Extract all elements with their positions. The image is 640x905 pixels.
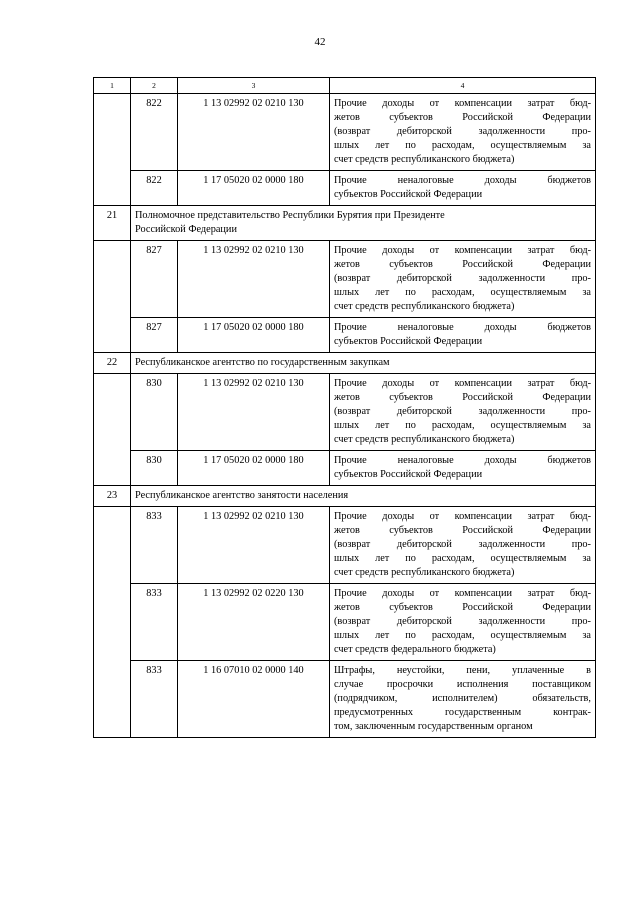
revenue-table <box>93 77 596 738</box>
description-cell <box>330 374 596 451</box>
empty-index-cell <box>94 507 131 738</box>
description-line: (возврат дебиторской задолженности про- <box>334 616 591 627</box>
description-line: счет средств федерального бюджета) <box>334 644 496 655</box>
table-row <box>94 94 596 171</box>
description-cell <box>330 451 596 486</box>
kbk-code-cell: 1 17 05020 02 0000 180 <box>178 171 330 206</box>
description-line: шлых лет по расходам, осуществляемым за <box>334 140 591 151</box>
section-title <box>131 353 596 374</box>
description-cell <box>330 507 596 584</box>
section-header-row <box>94 206 596 241</box>
table-row <box>94 451 596 486</box>
description-line: шлых лет по расходам, осуществляемым за <box>334 553 591 564</box>
description-line: счет средств республиканского бюджета) <box>334 154 515 165</box>
table-row <box>94 661 596 738</box>
empty-index-cell <box>94 241 131 353</box>
description-line: Прочие доходы от компенсации затрат бюд- <box>334 511 591 522</box>
description-line: Прочие доходы от компенсации затрат бюд- <box>334 378 591 389</box>
empty-index-cell <box>94 94 131 206</box>
description-cell <box>330 318 596 353</box>
description-line: жетов субъектов Российской Федерации <box>334 112 591 123</box>
section-header-row <box>94 486 596 507</box>
header-cell-1: 1 <box>94 78 131 94</box>
header-cell-3: 3 <box>178 78 330 94</box>
description-line: шлых лет по расходам, осуществляемым за <box>334 420 591 431</box>
kbk-code-cell: 1 17 05020 02 0000 180 <box>178 451 330 486</box>
admin-code-cell: 833 <box>131 661 178 738</box>
section-title-line: Российской Федерации <box>135 224 237 235</box>
description-line: жетов субъектов Российской Федерации <box>334 602 591 613</box>
description-line: Прочие неналоговые доходы бюджетов <box>334 322 591 333</box>
description-line: жетов субъектов Российской Федерации <box>334 259 591 270</box>
description-line: Прочие доходы от компенсации затрат бюд- <box>334 588 591 599</box>
table-row <box>94 374 596 451</box>
description-cell <box>330 584 596 661</box>
section-index: 22 <box>94 353 131 374</box>
description-line: жетов субъектов Российской Федерации <box>334 392 591 403</box>
description-line: Прочие доходы от компенсации затрат бюд- <box>334 245 591 256</box>
kbk-code-cell: 1 13 02992 02 0210 130 <box>178 507 330 584</box>
table-row <box>94 241 596 318</box>
description-line: субъектов Российской Федерации <box>334 469 483 480</box>
description-line: счет средств республиканского бюджета) <box>334 567 515 578</box>
kbk-code-cell: 1 13 02992 02 0210 130 <box>178 94 330 171</box>
kbk-code-cell: 1 16 07010 02 0000 140 <box>178 661 330 738</box>
admin-code-cell: 827 <box>131 318 178 353</box>
description-line: предусмотренных государственным контрак- <box>334 707 591 718</box>
description-line: том, заключенным государственным органом <box>334 721 533 732</box>
section-title <box>131 486 596 507</box>
header-cell-4: 4 <box>330 78 596 94</box>
section-index: 21 <box>94 206 131 241</box>
description-line: Штрафы, неустойки, пени, уплаченные в <box>334 665 591 676</box>
header-row <box>94 78 596 94</box>
table-row <box>94 318 596 353</box>
admin-code-cell: 830 <box>131 374 178 451</box>
description-cell <box>330 661 596 738</box>
admin-code-cell: 833 <box>131 507 178 584</box>
section-title-line: Полномочное представительство Республики Бурятия при Президенте <box>135 210 445 221</box>
page-number: 42 <box>314 36 326 48</box>
section-title <box>131 206 596 241</box>
description-line: Прочие неналоговые доходы бюджетов <box>334 175 591 186</box>
table-row <box>94 171 596 206</box>
table-row <box>94 507 596 584</box>
description-cell <box>330 171 596 206</box>
kbk-code-cell: 1 13 02992 02 0210 130 <box>178 241 330 318</box>
section-title-line: Республиканское агентство по государственным закупкам <box>135 357 390 368</box>
kbk-code-cell: 1 17 05020 02 0000 180 <box>178 318 330 353</box>
section-index: 23 <box>94 486 131 507</box>
admin-code-cell: 830 <box>131 451 178 486</box>
description-line: шлых лет по расходам, осуществляемым за <box>334 287 591 298</box>
admin-code-cell: 827 <box>131 241 178 318</box>
description-line: (возврат дебиторской задолженности про- <box>334 539 591 550</box>
header-cell-2: 2 <box>131 78 178 94</box>
description-line: жетов субъектов Российской Федерации <box>334 525 591 536</box>
kbk-code-cell: 1 13 02992 02 0220 130 <box>178 584 330 661</box>
description-line: субъектов Российской Федерации <box>334 189 483 200</box>
description-line: (возврат дебиторской задолженности про- <box>334 273 591 284</box>
description-line: (возврат дебиторской задолженности про- <box>334 126 591 137</box>
description-line: счет средств республиканского бюджета) <box>334 434 515 445</box>
description-line: (возврат дебиторской задолженности про- <box>334 406 591 417</box>
kbk-code-cell: 1 13 02992 02 0210 130 <box>178 374 330 451</box>
admin-code-cell: 833 <box>131 584 178 661</box>
table-row <box>94 584 596 661</box>
section-header-row <box>94 353 596 374</box>
description-line: случае просрочки исполнения поставщиком <box>334 679 591 690</box>
description-line: (подрядчиком, исполнителем) обязательств, <box>334 693 591 704</box>
description-cell <box>330 241 596 318</box>
description-line: Прочие неналоговые доходы бюджетов <box>334 455 591 466</box>
empty-index-cell <box>94 374 131 486</box>
admin-code-cell: 822 <box>131 94 178 171</box>
table-body <box>94 78 596 738</box>
description-line: шлых лет по расходам, осуществляемым за <box>334 630 591 641</box>
description-line: субъектов Российской Федерации <box>334 336 483 347</box>
admin-code-cell: 822 <box>131 171 178 206</box>
description-line: Прочие доходы от компенсации затрат бюд- <box>334 98 591 109</box>
description-line: счет средств республиканского бюджета) <box>334 301 515 312</box>
section-title-line: Республиканское агентство занятости населения <box>135 490 349 501</box>
description-cell <box>330 94 596 171</box>
